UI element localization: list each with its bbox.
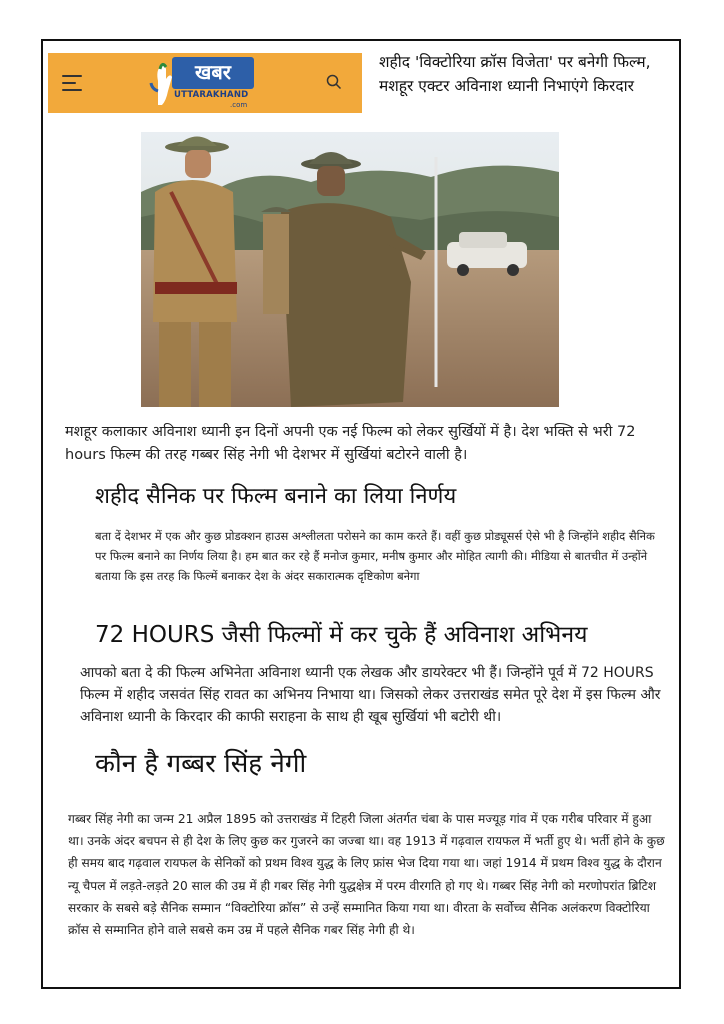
- section-body-2: आपको बता दे की फिल्म अभिनेता अविनाश ध्यानी एक लेखक और डायरेक्टर भी हैं। जिन्होंने पूर्व में 72 HOURS फिल्म में शहीद जसवंत सिंह रावत का अभिनय निभाया था। जिसको लेकर उत्तराखंड समेत पूरे देश में इस फिल्म और अविनाश ध्यानी के किरदार की काफी सराहना के साथ ही खूब सुर्खियां भी बटोरी थी।: [80, 665, 661, 725]
- section-heading-2: 72 HOURS जैसी फिल्मों में कर चुके हैं अविनाश अभिनय: [95, 622, 588, 648]
- section-heading-1: शहीद सैनिक पर फिल्म बनाने का लिया निर्णय: [95, 484, 457, 509]
- hero-photo: [141, 132, 559, 407]
- search-icon[interactable]: [326, 74, 342, 90]
- section-body-3: गब्बर सिंह नेगी का जन्म 21 अप्रैल 1895 को उत्तराखंड में टिहरी जिला अंतर्गत चंबा के पास मज्यूड़ गांव में एक गरीब परिवार में हुआ था। उनके अंदर बचपन से ही देश के लिए कुछ कर गुजरने का जज्बा था। वह 1913 में गढ़वाल रायफल में भर्ती हुए थे। भर्ती होने के कुछ ही समय बाद गढ़वाल रायफल के सेनिकों को प्रथम विश्व युद्ध के लिए फ्रांस भेज दिया गया था। जहां 1914 में प्रथम विश्व युद्ध के दौरान न्यू चैपल में लड़ते-लड़ते 20 साल की उम्र में ही गबर सिंह नेगी युद्धक्षेत्र में परम वीरगति हो गए थे। गब्बर सिंह नेगी को मरणोपरांत ब्रिटिश सरकार के सबसे बड़े सैनिक सम्मान “विक्टोरिया क्रॉस” से उन्हें सम्मानित किया गया था। वीरता के सर्वोच्च सैनिक अलंकरण विक्टोरिया क्रॉस से सम्मानित होने वाले सबसे कम उम्र में पहले सैनिक गबर सिंह नेगी ही थे।: [68, 812, 665, 938]
- section-body-1: बता दें देशभर में एक और कुछ प्रोडक्शन हाउस अश्लीलता परोसने का काम करते हैं। वहीं कुछ प्रोड्यूसर्स ऐसे भी है जिन्होंने शहीद सैनिक पर फिल्म बनाने का निर्णय लिया है। हम बात कर रहे हैं मनोज कुमार, मनीष कुमार और मोहित त्यागी की। मीडिया से बातचीत में उन्होंने बताया कि इस तरह कि फिल्में बनाकर देश के अंदर सकारात्मक दृष्टिकोण बनेगा: [95, 529, 655, 583]
- intro-paragraph: मशहूर कलाकार अविनाश ध्यानी इन दिनों अपनी एक नई फिल्म को लेकर सुर्खियों में है। देश भक्ति से भरी 72 hours फिल्म की तरह गब्बर सिंह नेगी भी देशभर में सुर्खियां बटोरने वाली है।: [65, 424, 636, 463]
- site-header: [48, 53, 362, 113]
- article-headline: शहीद 'विक्टोरिया क्रॉस विजेता' पर बनेगी फिल्म, मशहूर एक्टर अविनाश ध्यानी निभाएंगे किरदार: [379, 53, 651, 95]
- hamburger-menu-icon[interactable]: [62, 75, 84, 91]
- logo-hand-icon: [148, 61, 174, 107]
- soldier-background: [261, 207, 291, 314]
- logo-suffix: .com: [230, 101, 248, 109]
- site-logo[interactable]: [148, 57, 256, 111]
- logo-text: खबर: [172, 57, 254, 89]
- section-heading-3: कौन है गब्बर सिंह नेगी: [95, 749, 307, 779]
- logo-subtitle: UTTARAKHAND: [174, 90, 249, 100]
